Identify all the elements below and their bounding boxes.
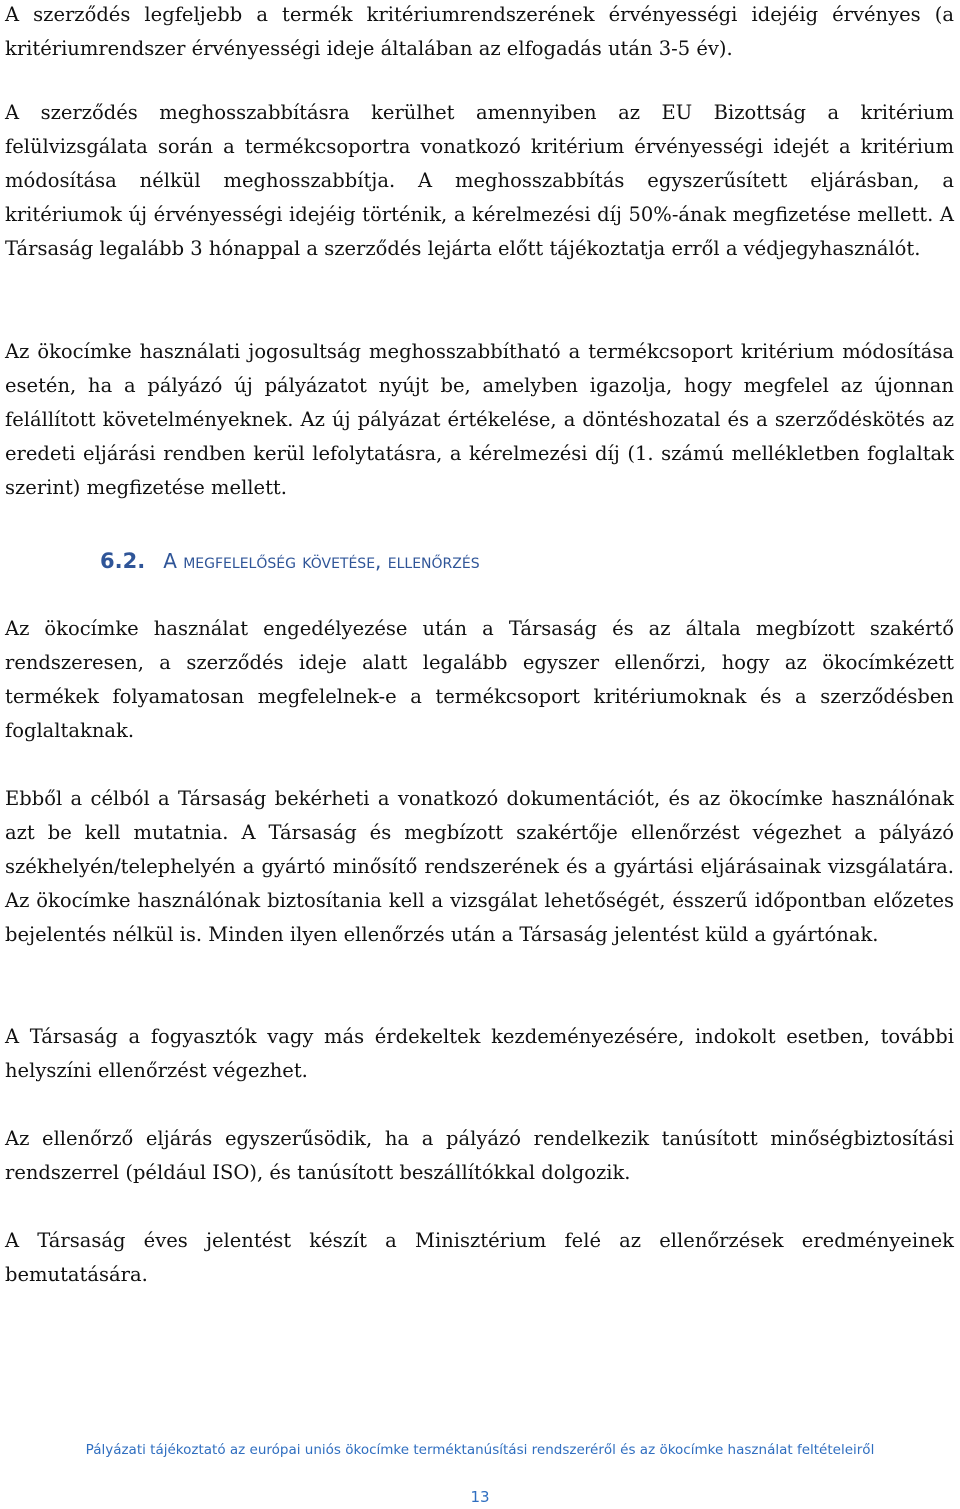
paragraph-extension: A szerződés meghosszabbításra kerülhet amennyiben az EU Bizottság a kritérium felülvizsgálata során a termékcsoportra vonatkozó kritérium érvényességi idejét a kritérium módosítása nélkül meghosszabbítja. A meghosszabbítás egyszerűsített eljárásban, a kritériumok új érvényességi idejéig történik, a kérelmezési díj 50%-ának megfizetése mellett. A Társaság legalább 3 hónappal a szerződés lejárta előtt tájékoztatja erről a védjegyhasználót. [5,101,954,260]
paragraph-simplified-procedure: Az ellenőrző eljárás egyszerűsödik, ha a pályázó rendelkezik tanúsított minőségbiztosítási rendszerrel (például ISO), és tanúsított beszállítókkal dolgozik. [5,1127,954,1184]
paragraph-monitoring: Az ökocímke használat engedélyezése után a Társaság és az általa megbízott szakértő rendszeresen, a szerződés ideje alatt legalább egyszer ellenőrzi, hogy az ökocímkézett termékek folyamatosan megfelelnek-e a termékcsoport kritériumoknak és a szerződésben foglaltaknak. [5,617,954,742]
page-footer-text: Pályázati tájékoztató az európai uniós ökocímke terméktanúsítási rendszeréről és az ökocímke használat feltételeiről [85,1442,875,1458]
section-heading [0,544,480,578]
paragraph-validity: A szerződés legfeljebb a termék kritériumrendszerének érvényességi idejéig érvényes (a kritériumrendszer érvényességi ideje általában az elfogadás után 3-5 év). [5,3,954,60]
paragraph-annual-report: A Társaság éves jelentést készít a Minisztérium felé az ellenőrzések eredményeinek bemutatására. [5,1229,954,1286]
paragraph-documentation: Ebből a célból a Társaság bekérheti a vonatkozó dokumentációt, és az ökocímke használónak azt be kell mutatnia. A Társaság és megbízott szakértője ellenőrzést végezhet a pályázó székhelyén/telephelyén a gyártó minősítő rendszerének és a gyártási eljárásainak vizsgálatára. Az ökocímke használónak biztosítania kell a vizsgálat lehetőségét, ésszerű időpontban előzetes bejelentés nélkül is. Minden ilyen ellenőrzés után a Társaság jelentést küld a gyártónak. [5,787,954,946]
paragraph-consumer-initiative: A Társaság a fogyasztók vagy más érdekeltek kezdeményezésére, indokolt esetben, további helyszíni ellenőrzést végezhet. [5,1025,954,1082]
page-number: 13 [470,1488,490,1506]
paragraph-criteria-change: Az ökocímke használati jogosultság meghosszabbítható a termékcsoport kritérium módosítása esetén, ha a pályázó új pályázatot nyújt be, amelyben igazolja, hogy megfelel az újonnan felállított követelményeknek. Az új pályázat értékelése, a döntéshozatal és a szerződéskötés az eredeti eljárási rendben kerül lefolytatásra, a kérelmezési díj (1. számú mellékletben foglaltak szerint) megfizetése mellett. [5,340,954,499]
section-number: 6.2. [100,549,146,573]
section-title: A megfelelőség követése, ellenőrzés [163,549,480,573]
